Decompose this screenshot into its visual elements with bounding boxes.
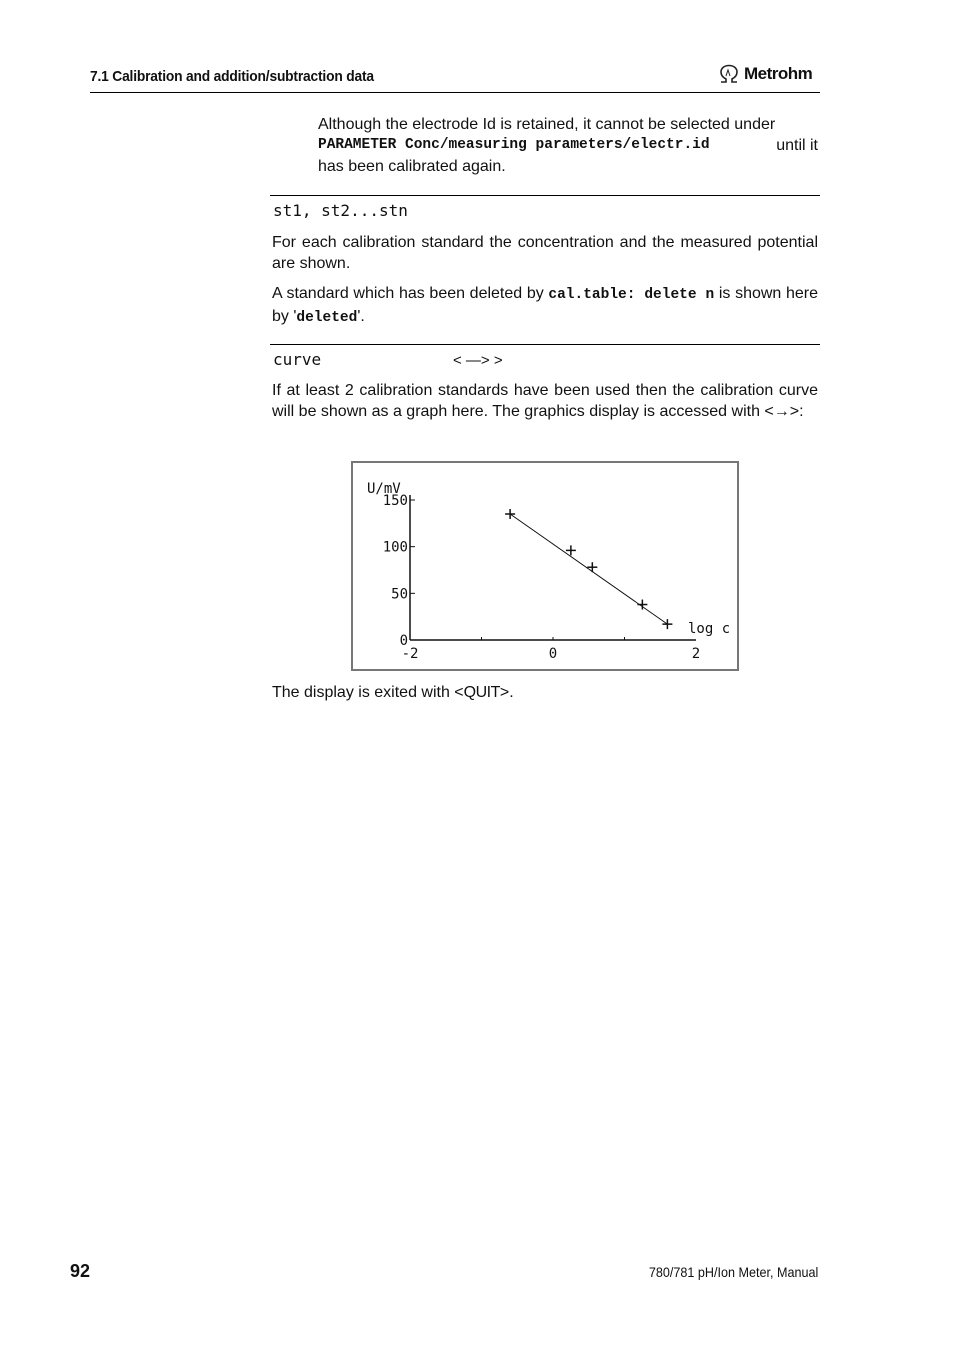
y-tick-label: 100	[382, 539, 408, 556]
st-para1: For each calibration standard the concentration and the measured potential are shown.	[272, 234, 818, 272]
data-point-marker	[505, 509, 515, 519]
curve-label: curve	[273, 350, 322, 369]
delete-command: cal.table: delete n	[548, 287, 715, 303]
x-tick-label: 2	[691, 646, 701, 662]
section-title: 7.1 Calibration and addition/subtraction data	[90, 68, 374, 85]
brand-logo	[718, 64, 812, 84]
y-tick-label: 0	[399, 633, 408, 649]
y-tick-label: 150	[382, 493, 408, 509]
manual-title: 780/781 pH/Ion Meter, Manual	[648, 1264, 818, 1280]
st-para2-mid: is shown here by '	[272, 285, 818, 325]
brand-name: Metrohm	[744, 64, 813, 83]
intro-line2-suffix: until it	[776, 137, 818, 154]
header-rule	[90, 92, 820, 93]
data-point-marker	[587, 562, 597, 572]
y-axis-label: U/mV	[367, 481, 401, 497]
data-point-marker	[637, 600, 647, 610]
x-tick-label: 0	[548, 646, 558, 662]
curve-paragraph	[272, 380, 818, 422]
x-tick-label: -2	[401, 646, 419, 662]
st-para2	[272, 283, 818, 329]
section-rule	[270, 344, 820, 345]
exit-prefix: The display is exited with <	[272, 684, 464, 701]
exit-instruction	[272, 682, 514, 703]
st-label: st1, st2...stn	[273, 201, 408, 220]
data-point-marker	[662, 619, 672, 629]
y-tick-label: 50	[391, 586, 408, 603]
omega-logo-icon	[718, 64, 740, 84]
section-rule	[270, 195, 820, 196]
intro-line3: has been calibrated again.	[318, 158, 506, 175]
calibration-graph-display	[351, 461, 739, 671]
quit-key: QUIT	[463, 684, 500, 701]
intro-line1: Although the electrode Id is retained, it cannot be selected under	[318, 116, 776, 133]
calibration-line	[510, 514, 667, 624]
curve-key: < —> >	[453, 352, 503, 369]
exit-suffix: >.	[499, 684, 514, 701]
st-para2-end: '.	[357, 308, 365, 325]
intro-line2	[318, 135, 818, 156]
arrow-icon: →	[773, 403, 790, 420]
curve-para-text: If at least 2 calibration standards have been used then the calibration curve will be shown as a graph here. The graphics display is accessed with <	[272, 382, 818, 420]
calibration-chart	[353, 463, 737, 669]
intro-paragraph	[318, 114, 818, 177]
parameter-path: PARAMETER Conc/measuring parameters/electr.id	[318, 137, 710, 153]
st-para2-prefix: A standard which has been deleted by	[272, 285, 544, 302]
page-number: 92	[70, 1261, 91, 1281]
curve-para-end: >:	[789, 403, 804, 420]
deleted-code: deleted	[296, 310, 358, 326]
x-axis-label: log c	[688, 621, 731, 637]
